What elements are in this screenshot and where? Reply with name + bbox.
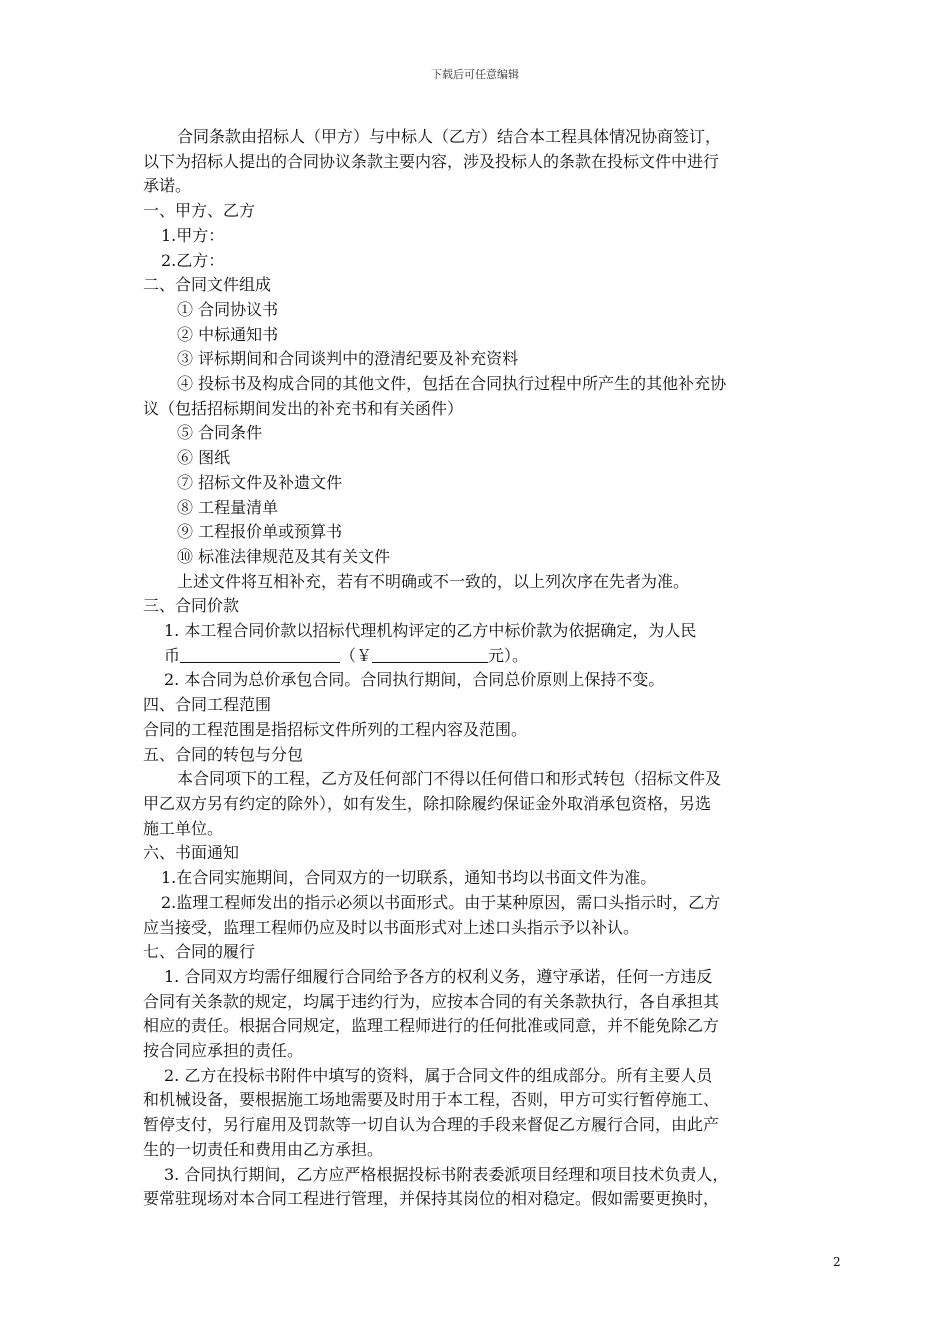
text-line: 承诺。 xyxy=(143,176,192,196)
text-line: 1. 本工程合同价款以招标代理机构评定的乙方中标价款为依据确定，为人民 xyxy=(164,621,697,641)
text-line: 二、合同文件组成 xyxy=(143,275,272,295)
text-line: 六、书面通知 xyxy=(143,843,240,863)
text-line: 一、甲方、乙方 xyxy=(143,201,256,221)
text-line: 2. 本合同为总价承包合同。合同执行期间，合同总价原则上保持不变。 xyxy=(164,670,665,690)
price-prefix: 币 xyxy=(164,645,181,665)
page-header: 下载后可任意编辑 xyxy=(431,68,519,81)
price-blank-rmb xyxy=(180,645,340,663)
text-line: ④ 投标书及构成合同的其他文件，包括在合同执行过程中所产生的其他补充协 xyxy=(177,374,727,394)
text-line: 五、合同的转包与分包 xyxy=(143,744,304,764)
text-line: 三、合同价款 xyxy=(143,596,240,616)
text-line: ⑨ 工程报价单或预算书 xyxy=(177,522,343,542)
price-end: 。 xyxy=(512,645,529,665)
text-line: 七、合同的履行 xyxy=(143,942,256,962)
text-line: 应当接受，监理工程师仍应及时以书面形式对上述口头指示予以补认。 xyxy=(143,917,640,937)
text-block-2 xyxy=(143,668,843,1211)
text-line: ① 合同协议书 xyxy=(177,299,279,319)
page-number: 2 xyxy=(833,1255,841,1269)
text-line: 合同有关条款的规定，均属于违约行为，应按本合同的有关条款执行，各自承担其 xyxy=(143,991,720,1011)
text-line: 2. 乙方在投标书附件中填写的资料，属于合同文件的组成部分。所有主要人员 xyxy=(164,1065,713,1085)
text-line: 暂停支付，另行雇用及罚款等一切自认为合理的手段来督促乙方履行合同，由此产 xyxy=(143,1115,720,1135)
text-line: 1.甲方： xyxy=(161,225,225,245)
price-open: （￥ xyxy=(340,645,373,665)
text-line: 2.乙方： xyxy=(161,250,225,270)
text-line: 甲乙双方另有约定的除外），如有发生，除扣除履约保证金外取消承包资格，另选 xyxy=(143,793,712,813)
text-line: ⑤ 合同条件 xyxy=(177,423,263,443)
text-line: 2.监理工程师发出的指示必须以书面形式。由于某种原因，需口头指示时，乙方 xyxy=(161,892,721,912)
price-line xyxy=(143,644,843,669)
text-line: 按合同应承担的责任。 xyxy=(143,1041,304,1061)
text-line: 1. 合同双方均需仔细履行合同给予各方的权利义务，遵守承诺，任何一方违反 xyxy=(164,966,713,986)
text-line: ⑩ 标准法律规范及其有关文件 xyxy=(177,546,391,566)
price-blank-yen xyxy=(372,645,488,663)
text-line: 和机械设备，要根据施工场地需要及时用于本工程，否则，甲方可实行暂停施工、 xyxy=(143,1090,720,1110)
text-line: 上述文件将互相补充，若有不明确或不一致的，以上列次序在先者为准。 xyxy=(177,571,690,591)
text-line: 本合同项下的工程，乙方及任何部门不得以任何借口和形式转包（招标文件及 xyxy=(177,769,722,789)
text-line: 合同条款由招标人（甲方）与中标人（乙方）结合本工程具体情况协商签订， xyxy=(177,127,722,146)
price-close: 元） xyxy=(488,645,513,665)
text-line: ⑧ 工程量清单 xyxy=(177,497,279,517)
text-line: 相应的责任。根据合同规定，监理工程师进行的任何批准或同意，并不能免除乙方 xyxy=(143,1016,720,1036)
document-body xyxy=(143,125,843,1212)
text-line: 要常驻现场对本合同工程进行管理，并保持其岗位的相对稳定。假如需要更换时， xyxy=(143,1189,720,1209)
text-line: ③ 评标期间和合同谈判中的澄清纪要及补充资料 xyxy=(177,349,519,369)
text-line: 1.在合同实施期间，合同双方的一切联系，通知书均以书面文件为准。 xyxy=(161,868,657,888)
text-line: 四、合同工程范围 xyxy=(143,695,272,715)
text-line: ⑥ 图纸 xyxy=(177,448,231,468)
text-block-1 xyxy=(143,125,843,644)
text-line: 以下为招标人提出的合同协议条款主要内容，涉及投标人的条款在投标文件中进行 xyxy=(143,151,720,171)
text-line: ⑦ 招标文件及补遗文件 xyxy=(177,472,343,492)
text-line: ② 中标通知书 xyxy=(177,324,279,344)
text-line: 议（包括招标期间发出的补充书和有关函件） xyxy=(143,398,464,418)
text-line: 3. 合同执行期间，乙方应严格根据投标书附表委派项目经理和项目技术负责人， xyxy=(164,1164,729,1184)
text-line: 施工单位。 xyxy=(143,818,224,838)
text-line: 生的一切责任和费用由乙方承担。 xyxy=(143,1139,384,1159)
text-line: 合同的工程范围是指招标文件所列的工程内容及范围。 xyxy=(143,719,528,739)
